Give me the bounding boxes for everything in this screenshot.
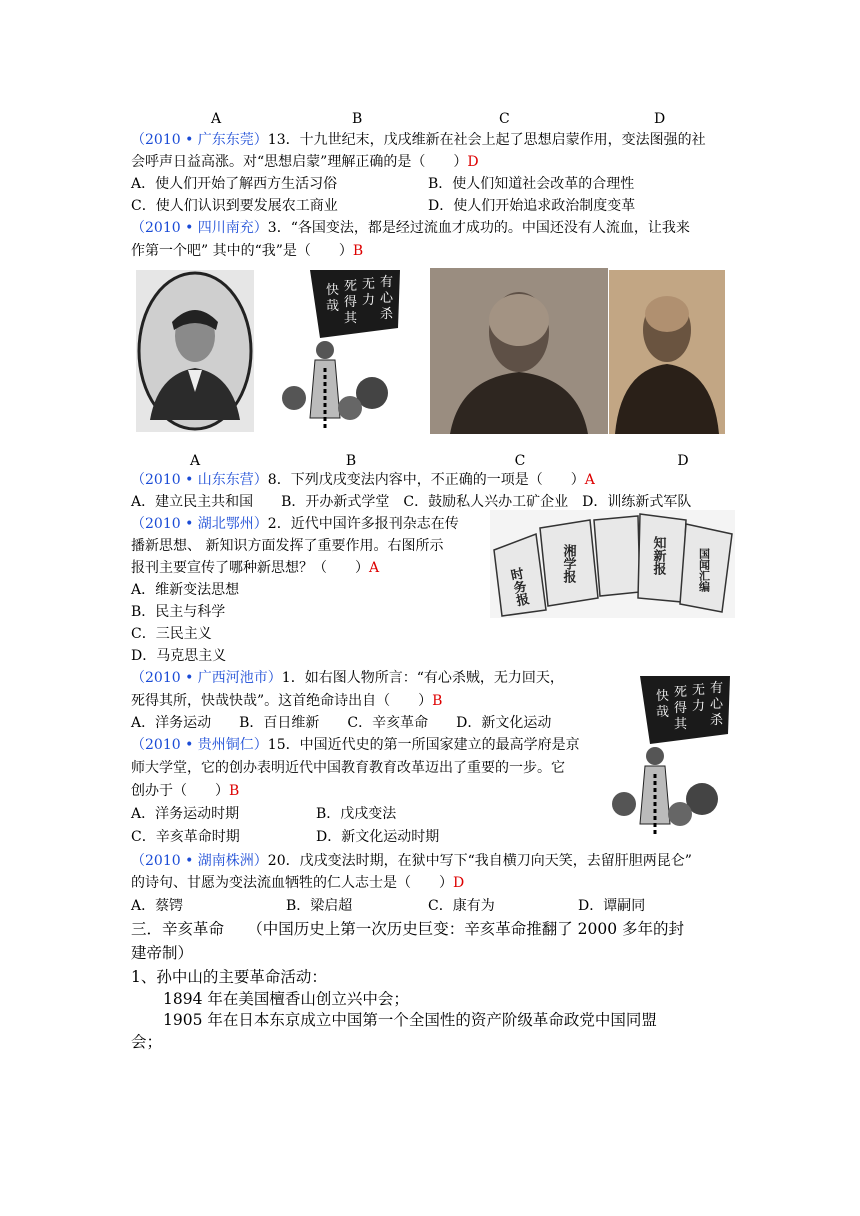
svg-text:杀: 杀	[380, 307, 394, 322]
martyr-poster-image	[610, 674, 735, 840]
option: A．洋务运动时期	[131, 806, 240, 822]
option: D．谭嗣同	[578, 898, 646, 914]
svg-text:有: 有	[380, 275, 394, 290]
option: C．辛亥革命时期	[131, 829, 240, 845]
label-d: D	[654, 111, 666, 127]
option: D．使人们开始追求政治制度变革	[428, 198, 636, 214]
paper-title: 知新报	[650, 536, 666, 575]
paper-title: 国闻汇编	[697, 548, 711, 592]
option-row: A．建立民主共和国 B．开办新式学堂 C．鼓励私人兴办工矿企业 D．训练新式军队	[131, 494, 692, 510]
option: A．使人们开始了解西方生活习俗	[131, 176, 338, 192]
option: D．马克思主义	[131, 648, 227, 664]
svg-text:哉: 哉	[656, 705, 670, 720]
option: C．使人们认识到要发展农工商业	[131, 198, 338, 214]
svg-text:其: 其	[674, 717, 688, 732]
answer: B	[229, 783, 240, 799]
paper-title: 湘学报	[560, 544, 576, 583]
image-label: C	[514, 453, 526, 469]
answer: D	[453, 875, 465, 891]
question-3: （2010 • 山东东营）8．下列戊戌变法内容中，不正确的一项是（ ）A	[131, 472, 595, 488]
portrait-a-image	[136, 270, 254, 432]
martyr-poster-image	[280, 268, 405, 434]
option: B．梁启超	[286, 898, 353, 914]
question-source: （2010 • 贵州铜仁）	[131, 737, 268, 753]
answer: A	[369, 560, 380, 576]
question-source: （2010 • 广西河池市）	[131, 670, 282, 686]
paragraph: 1905 年在日本东京成立中国第一个全国性的资产阶级革命政党中国同盟	[163, 1011, 657, 1029]
image-label: D	[677, 453, 689, 469]
newspapers-image	[490, 510, 735, 618]
svg-text:哉: 哉	[326, 299, 340, 314]
option: C．康有为	[428, 898, 495, 914]
question-2: （2010 • 四川南充）3．“各国变法，都是经过流血才成功的。中国还没有人流血，让我来	[131, 220, 690, 236]
answer: B	[352, 243, 364, 259]
question-source: （2010 • 广东东莞）	[131, 132, 268, 148]
svg-text:心: 心	[380, 291, 394, 306]
question-source: （2010 • 湖北鄂州）	[131, 516, 268, 532]
paper-title: 时务报	[506, 566, 530, 608]
answer: D	[467, 154, 479, 170]
paragraph: 会；	[131, 1033, 163, 1051]
paragraph: 1894 年在美国檀香山创立兴中会；	[163, 990, 409, 1008]
question-7: （2010 • 湖南株洲）20．戊戌变法时期，在狱中写下“我自横刀向天笑，去留肝胆两昆仑”	[131, 853, 692, 869]
answer: A	[584, 472, 595, 488]
question-4: （2010 • 湖北鄂州）2．近代中国许多报刊杂志在传	[131, 516, 459, 532]
svg-text:快: 快	[656, 689, 670, 704]
svg-text:得: 得	[344, 295, 358, 310]
svg-text:快: 快	[326, 283, 340, 298]
question-source: （2010 • 湖南株洲）	[131, 853, 268, 869]
svg-text:得: 得	[674, 701, 688, 716]
image-label: B	[345, 453, 357, 469]
option-row: A．洋务运动 B．百日维新 C．辛亥革命 D．新文化运动	[131, 715, 552, 731]
question-6: （2010 • 贵州铜仁）15．中国近代史的第一所国家建立的最高学府是京	[131, 737, 580, 753]
portrait-d-image	[609, 270, 725, 434]
question-source: （2010 • 山东东营）	[131, 472, 268, 488]
svg-text:无: 无	[692, 683, 706, 698]
option: A．蔡锷	[131, 898, 184, 914]
subheading: 1、孙中山的主要革命活动：	[131, 968, 327, 986]
option: A．维新变法思想	[131, 582, 240, 598]
svg-text:力: 力	[362, 293, 376, 308]
option: C．三民主义	[131, 626, 212, 642]
section-heading: 三．辛亥革命 （中国历史上第一次历史巨变：辛亥革命推翻了 2000 多年的封	[131, 920, 685, 938]
label-c: C	[499, 111, 510, 127]
option: B．使人们知道社会改革的合理性	[428, 176, 635, 192]
svg-text:其: 其	[344, 311, 358, 326]
question-1: （2010 • 广东东莞）13．十九世纪末，戊戌维新在社会上起了思想启蒙作用，变法图强的社	[131, 132, 706, 148]
question-5: （2010 • 广西河池市）1．如右图人物所言：“有心杀贼，无力回天，	[131, 670, 564, 686]
svg-text:死: 死	[344, 279, 358, 294]
option: B．民主与科学	[131, 604, 226, 620]
option: B．戊戌变法	[316, 806, 397, 822]
section-heading: 建帝制）	[131, 944, 194, 962]
option: D．新文化运动时期	[316, 829, 440, 845]
svg-text:心: 心	[710, 697, 724, 712]
question-source: （2010 • 四川南充）	[131, 220, 268, 236]
answer: B	[432, 693, 443, 709]
portrait-c-image	[430, 268, 608, 434]
image-label: A	[189, 453, 201, 469]
svg-text:死: 死	[674, 685, 688, 700]
label-b: B	[352, 111, 363, 127]
svg-text:杀: 杀	[710, 713, 724, 728]
svg-text:力: 力	[692, 699, 706, 714]
svg-text:有: 有	[710, 681, 724, 696]
svg-text:无: 无	[362, 277, 376, 292]
label-a: A	[211, 111, 222, 127]
